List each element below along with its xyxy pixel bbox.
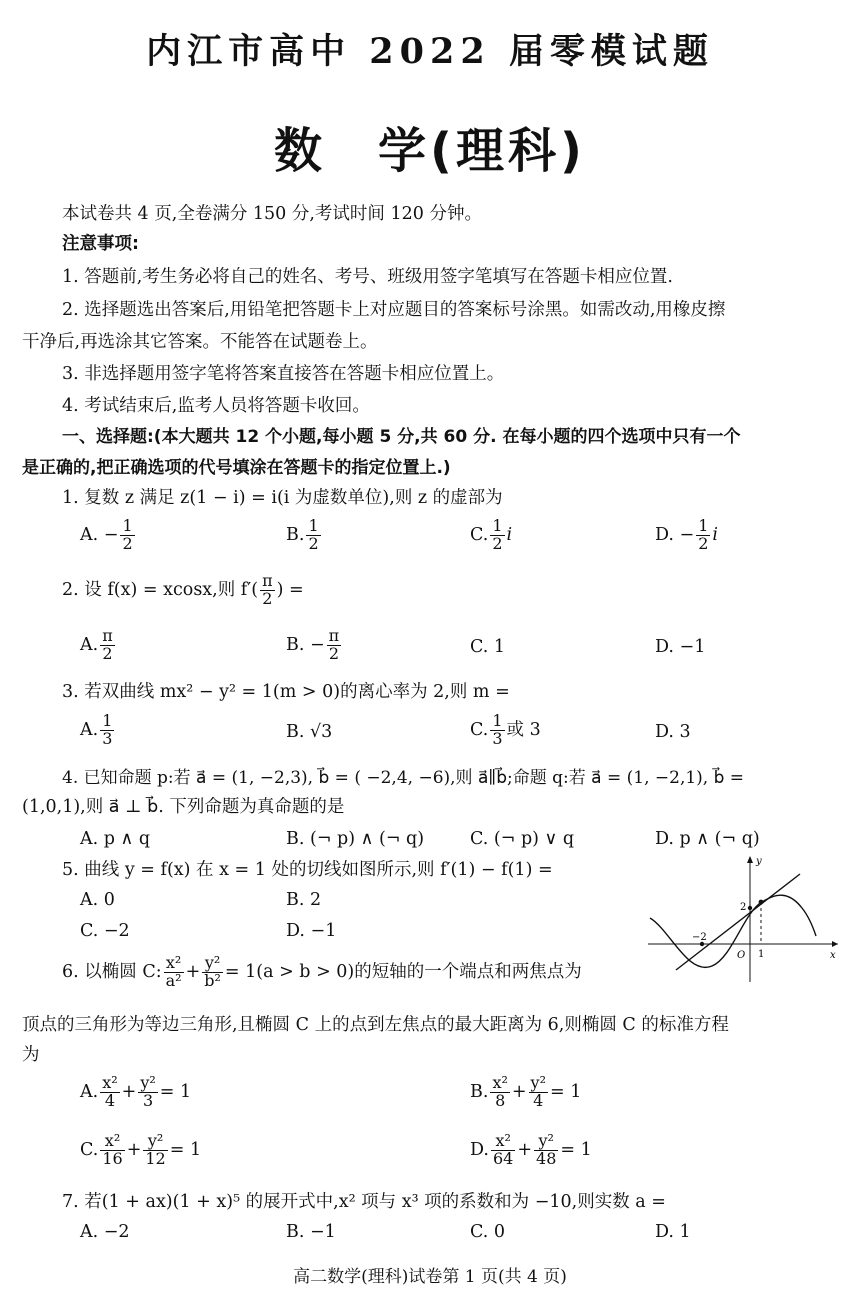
q2-option-b: B. − $\frac{\pi}{2}$ [286, 626, 340, 663]
q3-stem: 3. 若双曲线 mx² − y² = 1(m > 0)的离心率为 2,则 m = [62, 682, 510, 702]
subject-title: 数 学(理科) [274, 123, 586, 179]
q4-option-d: D. p ∧ (¬ q) [655, 829, 760, 849]
q5-option-c: C. −2 [80, 921, 130, 941]
q3-option-c: C. $\frac{1}{3}$ 或 3 [470, 711, 541, 748]
q4-stem-2: (1,0,1),则 a⃗ ⊥ b⃗. 下列命题为真命题的是 [22, 797, 345, 817]
q6-stem-2: 顶点的三角形为等边三角形,且椭圆 C 上的点到左焦点的最大距离为 6,则椭圆 C 的标准方程 [22, 1015, 729, 1035]
notice-heading: 注意事项: [62, 234, 139, 254]
x-tick-label-1: 1 [758, 949, 765, 960]
q3-option-b: B. √3 [286, 722, 333, 742]
q5-option-a: A. 0 [80, 890, 115, 910]
q6-stem-3: 为 [22, 1045, 40, 1065]
q3-option-d: D. 3 [655, 722, 691, 742]
q6-option-d: D. $\frac{\text{x²}}{64}$ + $\frac{\text{y²}}{48}$ = 1 [470, 1131, 592, 1168]
q4-option-c: C. (¬ p) ∨ q [470, 829, 575, 849]
note-4: 4. 考试结束后,监考人员将答题卡收回。 [62, 396, 370, 416]
tangent-line-graph [640, 852, 845, 987]
q5-option-b: B. 2 [286, 890, 322, 910]
q1-option-b: B. $\frac{1}{2}$ [286, 516, 319, 553]
q6-option-a: A. $\frac{\text{x²}}{4}$ + $\frac{\text{y²}}{3}$ = 1 [80, 1073, 192, 1110]
q7-option-c: C. 0 [470, 1222, 506, 1242]
x-axis-label: x [830, 950, 836, 961]
section-heading-2: 是正确的,把正确选项的代号填涂在答题卡的指定位置上.) [22, 458, 451, 478]
q6-option-b: B. $\frac{\text{x²}}{8}$ + $\frac{\text{y²}}{4}$ = 1 [470, 1073, 582, 1110]
intro-line: 本试卷共 4 页,全卷满分 150 分,考试时间 120 分钟。 [62, 204, 482, 224]
q5-stem: 5. 曲线 y = f(x) 在 x = 1 处的切线如图所示,则 f′(1) − f(1) = [62, 860, 553, 880]
q4-stem-1: 4. 已知命题 p:若 a⃗ = (1, −2,3), b⃗ = ( −2,4, −6),则 a⃗∥b⃗;命题 q:若 a⃗ = (1, −2,1), b⃗ = [62, 768, 745, 788]
exam-title: 内江市高中 2022 届零模试题 [146, 31, 714, 72]
note-2-cont: 干净后,再选涂其它答案。不能答在试题卷上。 [22, 332, 378, 352]
y-tick-label: 2 [740, 902, 747, 913]
q1-stem: 1. 复数 z 满足 z(1 − i) = i(i 为虚数单位),则 z 的虚部为 [62, 488, 503, 508]
q1-option-d: D. − $\frac{1}{2}$ i [655, 516, 718, 553]
y-intercept-point [748, 906, 752, 910]
q5-option-d: D. −1 [286, 921, 337, 941]
x-tick-label-minus2: −2 [692, 932, 707, 943]
y-axis-label: y [756, 856, 762, 867]
tangent-point [759, 900, 764, 905]
q6-option-c: C. $\frac{\text{x²}}{16}$ + $\frac{\text{y²}}{12}$ = 1 [80, 1131, 202, 1168]
q2-stem: 2. 设 f(x) = xcosx,则 f′( $\frac{\pi}{2}$ ) = [62, 571, 304, 608]
q7-option-d: D. 1 [655, 1222, 691, 1242]
q1-option-c: C. $\frac{1}{2}$ i [470, 516, 513, 553]
note-2: 2. 选择题选出答案后,用铅笔把答题卡上对应题目的答案标号涂黑。如需改动,用橡皮擦 [62, 300, 726, 320]
curve-fx [650, 895, 816, 967]
q4-option-b: B. (¬ p) ∧ (¬ q) [286, 829, 425, 849]
q2-option-a: A. $\frac{\pi}{2}$ [80, 626, 113, 663]
section-heading-1: 一、选择题:(本大题共 12 个小题,每小题 5 分,共 60 分. 在每小题的四个选项中只有一个 [62, 427, 741, 447]
note-3: 3. 非选择题用签字笔将答案直接答在答题卡相应位置上。 [62, 364, 505, 384]
q6-stem-1: 6. 以椭圆 C: $\frac{\text{x²}}{\text{a²}}$ + $\frac{\text{y²}}{\text{b²}}$ = 1(a > b > 0)的短轴的一个端点和两焦点为 [62, 953, 582, 990]
q2-option-c: C. 1 [470, 637, 506, 657]
q3-option-a: A. $\frac{1}{3}$ [80, 711, 113, 748]
q7-option-b: B. −1 [286, 1222, 336, 1242]
q7-option-a: A. −2 [80, 1222, 130, 1242]
note-1: 1. 答题前,考生务必将自己的姓名、考号、班级用签字笔填写在答题卡相应位置. [62, 267, 673, 287]
q4-option-a: A. p ∧ q [80, 829, 151, 849]
page-footer: 高二数学(理科)试卷第 1 页(共 4 页) [293, 1267, 567, 1287]
origin-label: O [737, 950, 746, 961]
q7-stem: 7. 若(1 + ax)(1 + x)⁵ 的展开式中,x² 项与 x³ 项的系数和为 −10,则实数 a = [62, 1192, 666, 1212]
q2-option-d: D. −1 [655, 637, 706, 657]
q1-option-a: A. − $\frac{1}{2}$ [80, 516, 133, 553]
